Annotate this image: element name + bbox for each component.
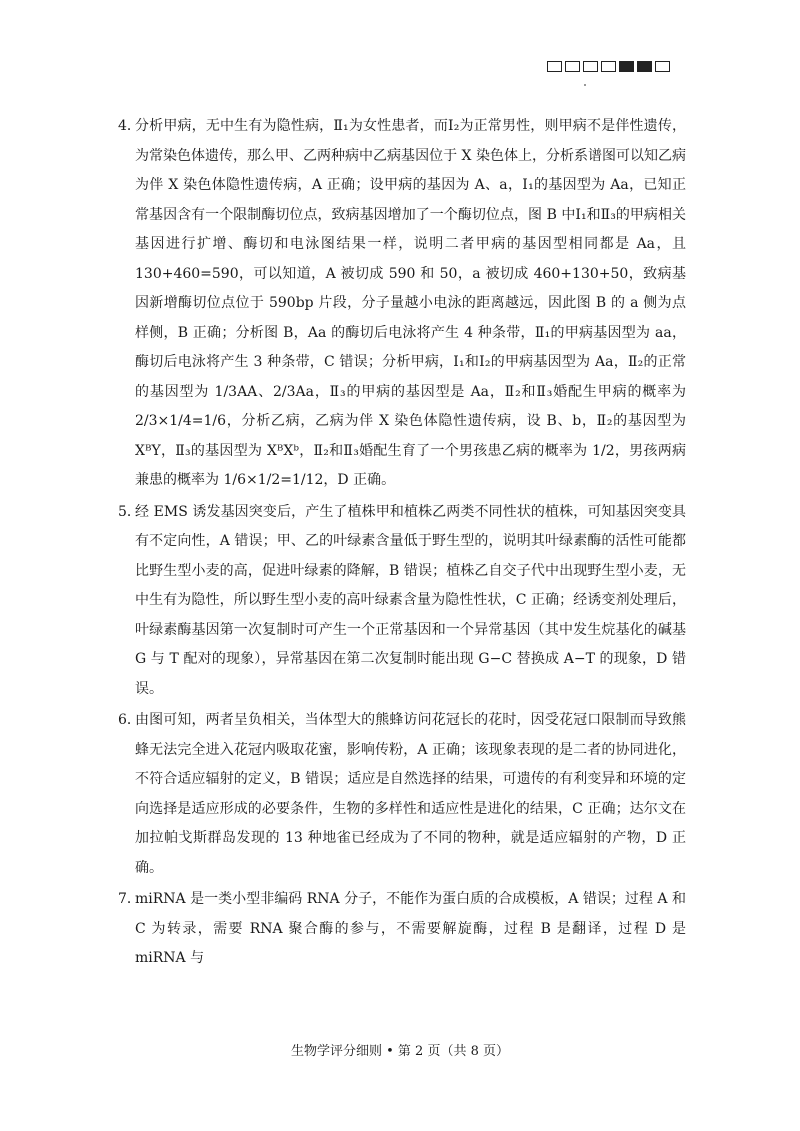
decorative-dot	[584, 84, 586, 86]
item-number: 7．	[118, 891, 141, 907]
corner-box-filled	[619, 61, 634, 72]
corner-box	[565, 61, 580, 72]
item-number: 5．	[118, 503, 141, 520]
answer-item-6	[118, 706, 686, 883]
corner-box	[583, 61, 598, 72]
item-text: 经 EMS 诱发基因突变后，产生了植株甲和植株乙两类不同性状的植株，可知基因突变具有不定向性，A 错误；甲、乙的叶绿素含量低于野生型的，说明其叶绿素酶的活性可能都比野生型小麦的高，促进叶绿素的降解，B 错误；植株乙自交子代中出现野生型小麦，无中生有为隐性，所以野生型小麦的高叶绿素含量为隐性性状，C 正确；经诱变剂处理后，叶绿素酶基因第一次复制时可产生一个正常基因和一个异常基因（其中发生烷基化的碱基 G 与 T 配对的现象），异常基因在第二次复制时能出现 G−C 替换成 A−T 的现象，D 错误。	[135, 503, 686, 697]
item-number: 6．	[118, 712, 141, 728]
item-text: 由图可知，两者呈负相关，当体型大的熊蜂访问花冠长的花时，因受花冠口限制而导致熊蜂无法完全进入花冠内吸取花蜜，影响传粉，A 正确；该现象表现的是二者的协同进化，不符合适应辐射的定义，B 错误；适应是自然选择的结果，可遗传的有利变异和环境的定向选择是适应形成的必要条件，生物的多样性和适应性是进化的结果，C 正确；达尔文在加拉帕戈斯群岛发现的 13 种地雀已经成为了不同的物种，就是适应辐射的产物，D 正确。	[135, 712, 686, 876]
item-text: miRNA 是一类小型非编码 RNA 分子，不能作为蛋白质的合成模板，A 错误；过程 A 和 C 为转录，需要 RNA 聚合酶的参与，不需要解旋酶，过程 B 是翻译，过程 D 是 miRNA 与	[135, 891, 686, 966]
item-number: 4．	[118, 118, 141, 134]
corner-mark	[547, 61, 670, 72]
corner-box	[547, 61, 562, 72]
corner-box-filled	[637, 61, 652, 72]
answer-item-7	[118, 885, 686, 974]
answer-item-4	[118, 112, 686, 496]
item-text: 分析甲病，无中生有为隐性病，Ⅱ₁为女性患者，而Ⅰ₂为正常男性，则甲病不是伴性遗传，为常染色体遗传，那么甲、乙两种病中乙病基因位于 X 染色体上，分析系谱图可以知乙病为伴 X 染色体隐性遗传病，A 正确；设甲病的基因为 A、a，Ⅰ₁的基因型为 Aa，已知正常基因含有一个限制酶切位点，致病基因增加了一个酶切位点，图 B 中Ⅰ₁和Ⅱ₃的甲病相关基因进行扩增、酶切和电泳图结果一样，说明二者甲病的基因型相同都是 Aa，且 130+460=590，可以知道，A 被切成 590 和 50，a 被切成 460+130+50，致病基因新增酶切位点位于 590bp 片段，分子量越小电泳的距离越远，因此图 B 的 a 侧为点样侧，B 正确；分析图 B，Aa 的酶切后电泳将产生 4 种条带，Ⅱ₁的甲病基因型为 aa，酶切后电泳将产生 3 种条带，C 错误；分析甲病，Ⅰ₁和Ⅰ₂的甲病基因型为 Aa，Ⅱ₂的正常的基因型为 1/3AA、2/3Aa，Ⅱ₃的甲病的基因型是 Aa，Ⅱ₂和Ⅱ₃婚配生甲病的概率为 2/3×1/4=1/6，分析乙病，乙病为伴 X 染色体隐性遗传病，设 B、b，Ⅱ₂的基因型为 XᴮY，Ⅱ₃的基因型为 XᴮXᵇ，Ⅱ₂和Ⅱ₃婚配生育了一个男孩患乙病的概率为 1/2，男孩两病兼患的概率为 1/6×1/2=1/12，D 正确。	[135, 118, 686, 488]
answer-item-5	[118, 498, 686, 705]
page-footer: 生物学评分细则 • 第 2 页（共 8 页）	[290, 1044, 509, 1059]
corner-box	[601, 61, 616, 72]
corner-box	[655, 61, 670, 72]
answer-content	[118, 112, 686, 974]
